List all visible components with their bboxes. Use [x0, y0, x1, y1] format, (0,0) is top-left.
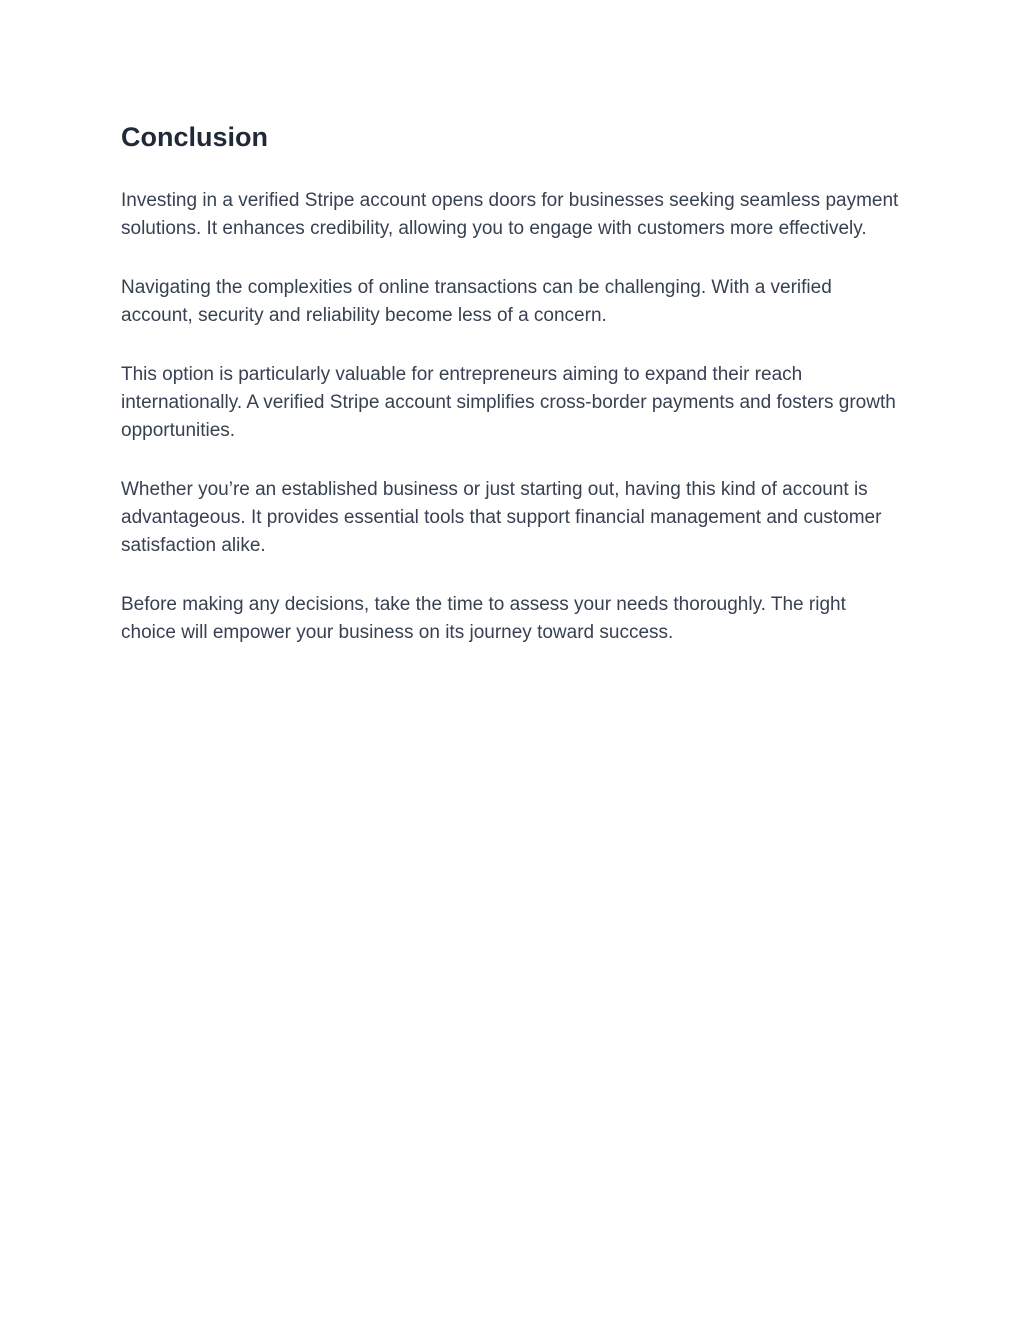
paragraph-2: Navigating the complexities of online transactions can be challenging. With a verified account, security and reliability become less of a concern.	[121, 277, 832, 326]
paragraph-5: Before making any decisions, take the time to assess your needs thoroughly. The right choice will empower your business on its journey toward success.	[121, 594, 846, 643]
section-heading: Conclusion	[121, 122, 268, 152]
paragraph-3: This option is particularly valuable for entrepreneurs aiming to expand their reach internationally. A verified Stripe account simplifies cross-border payments and fosters growth opportunities.	[121, 364, 896, 441]
document-content	[121, 117, 906, 678]
paragraph-1: Investing in a verified Stripe account opens doors for businesses seeking seamless payment solutions. It enhances credibility, allowing you to engage with customers more effectively.	[121, 190, 899, 239]
paragraph-4: Whether you’re an established business or just starting out, having this kind of account is advantageous. It provides essential tools that support financial management and customer satisfaction alike.	[121, 479, 882, 556]
